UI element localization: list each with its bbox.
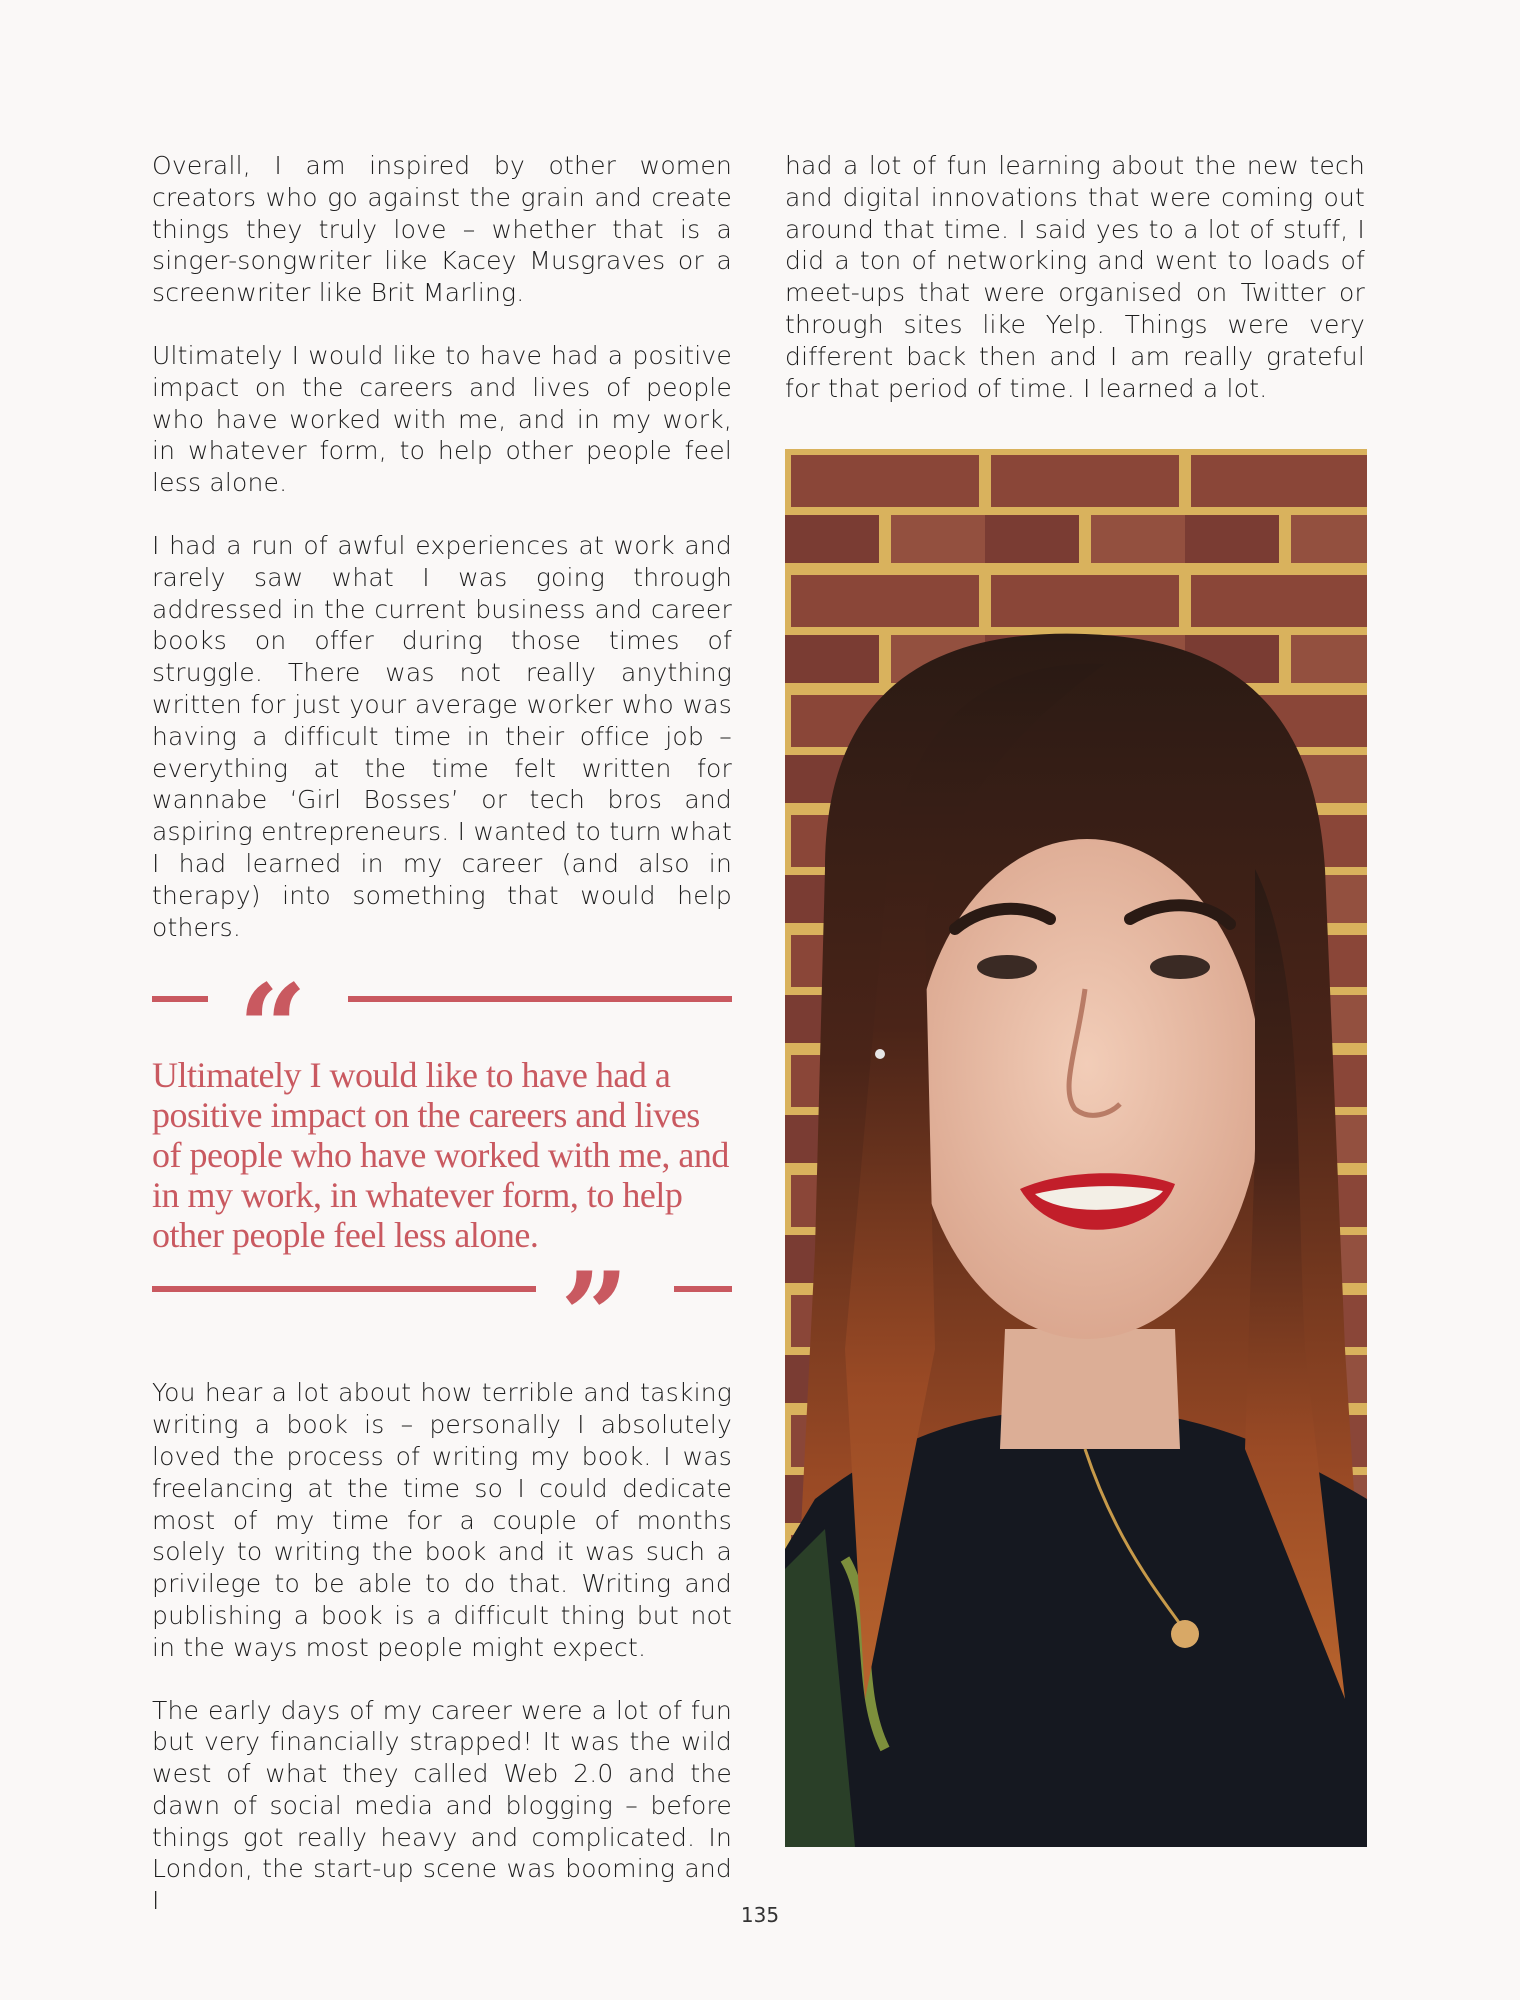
body-paragraph: You hear a lot about how terrible and tasking writing a book is – personally I absolutely loved the process of writing my book. I was freelancing at the time so I could dedicate most of my time for a couple of months solely to writing the book and it was such a privilege to be able to do that. Writing and publishing a book is a difficult thing but not in the ways most people might expect. [152,1378,732,1662]
quote-rule [152,996,208,1002]
body-paragraph: Overall, I am inspired by other women creators who go against the grain and create things they truly love – whether that is a singer-songwriter like Kacey Musgraves or a screenwriter like Brit Marling. [152,151,732,308]
left-column [152,150,732,1948]
pull-quote [152,958,732,1388]
quote-rule [674,1286,732,1292]
body-paragraph: I had a run of awful experiences at work and rarely saw what I was going through addressed in the current business and career books on offer during those times of struggle. There was not really anything written for just your average worker who was having a difficult time in their office job – everything at the time felt written for wannabe ‘Girl Bosses’ or tech bros and aspiring entrepreneurs. I wanted to turn what I had learned in my career (and also in therapy) into something that would help others. [152,530,732,942]
close-quote-mark: ” [560,1246,630,1388]
open-quote-mark: “ [238,958,308,1100]
body-paragraph: The early days of my career were a lot of fun but very financially strapped! It was the wild west of what they called Web 2.0 and the dawn of social media and blogging – before things got really heavy and complicated. In London, the start-up scene was booming and I [152,1695,732,1916]
quote-rule [348,996,732,1002]
quote-rule [152,1286,536,1292]
author-photo [785,449,1367,1847]
right-column [785,150,1365,435]
body-paragraph: had a lot of fun learning about the new tech and digital innovations that were coming out around that time. I said yes to a lot of stuff, I did a ton of networking and went to loads of meet-ups that were organised on Twitter or through sites like Yelp. Things were very different back then and I am really grateful for that period of time. I learned a lot. [785,151,1365,403]
page-number: 135 [740,1903,780,1927]
pull-quote-text: Ultimately I would like to have had a positive impact on the careers and lives of people who have worked with me, and in my work, in whatever form, to help other people feel less alone. [152,1055,729,1256]
body-paragraph: Ultimately I would like to have had a positive impact on the careers and lives of people who have worked with me, and in my work, in whatever form, to help other people feel less alone. [152,340,732,498]
